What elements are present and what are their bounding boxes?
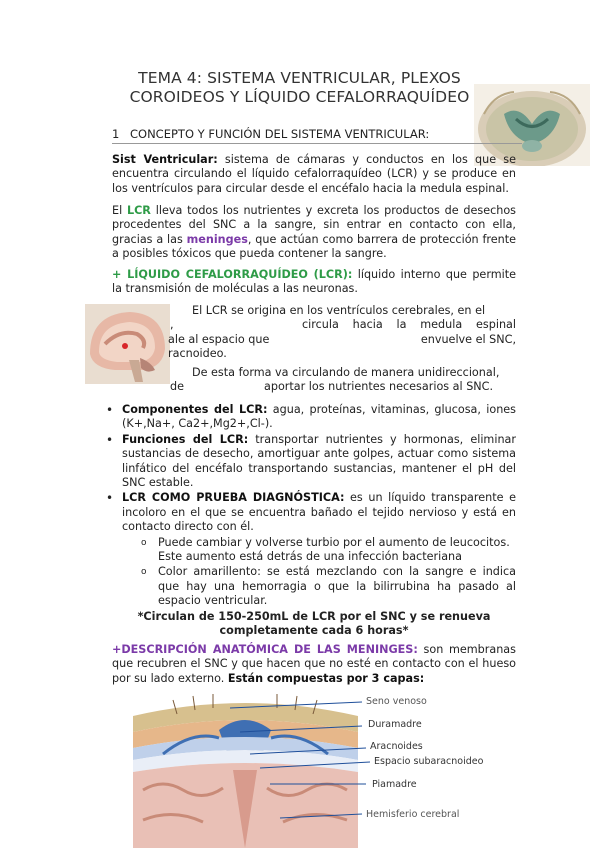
term-sist-ventricular: Sist Ventricular: — [112, 153, 218, 166]
heading-meninges: +DESCRIPCIÓN ANATÓMICA DE LAS MENINGES: — [112, 643, 418, 656]
bullet-2-text: transportar nutrientes y hormonas, eliminar sustancias de desecho, amortiguar ante golpes, actuar como sistema linfático del encéfalo transportando sustancias, mantener el pH del SNC estable. — [122, 432, 516, 490]
p6-text: son membranas que recubren el SNC y que hacen que no esté en contacto con el hueso por su lado externo. — [112, 643, 516, 685]
paragraph-circulation — [112, 366, 516, 395]
p4-line-3a: ale al espacio que — [168, 332, 270, 346]
section-title: CONCEPTO Y FUNCIÓN DEL SISTEMA VENTRICULAR: — [130, 127, 430, 141]
p5-line-1: De esta forma va circulando de manera unidireccional, — [192, 366, 500, 379]
sub-list-item — [158, 565, 516, 608]
term-lcr: LCR — [126, 204, 151, 217]
list-item — [122, 433, 516, 491]
p4-line-4: racnoideo. — [168, 347, 227, 361]
p4-line-1: El LCR se origina en los ventrículos cerebrales, en el — [192, 304, 486, 317]
section-heading — [112, 127, 522, 144]
label-seno-venoso: Seno venoso — [366, 696, 427, 707]
paragraph-meninges — [112, 643, 516, 686]
bullet-1-text: agua, proteínas, vitaminas, glucosa, iones (K+,Na+, Ca2+,Mg2+,Cl-). — [122, 403, 516, 431]
p4-line-3b: envuelve el SNC, — [420, 332, 516, 346]
sub-bullet-1-text: Puede cambiar y volverse turbio por el aumento de leucocitos. Este aumento está detrás de una infección bacteriana — [158, 535, 510, 564]
heading-lcr: + LÍQUIDO CEFALORRAQUÍDEO (LCR): — [112, 268, 353, 281]
term-meninges: meninges — [186, 232, 248, 246]
renewal-note — [112, 610, 516, 639]
label-duramadre: Duramadre — [368, 719, 422, 730]
p4-line-2b: circula hacia la medula espinal — [302, 318, 516, 332]
p2-text-1: El — [112, 204, 127, 217]
p2-text-3: , que actúan como barrera de protección frente a posibles tóxicos que pueda contener la sangre. — [112, 232, 516, 261]
label-hemisferio-cerebral: Hemisferio cerebral — [366, 809, 460, 820]
p4-line-2a: , — [170, 318, 174, 332]
p1-text: sistema de cámaras y conductos en los que se encuentra circulando el líquido cefalorraquídeo (LCR) y se produce en los ventrículos para circular desde el encéfalo hacia la medula espinal. — [112, 153, 516, 195]
bullet-2-title: Funciones del LCR: — [122, 432, 249, 446]
title-line-1: TEMA 4: SISTEMA VENTRICULAR, PLEXOS — [138, 69, 461, 87]
p6-bold: Están compuestas por 3 capas: — [227, 671, 425, 685]
bullet-3-text: es un líquido transparente e incoloro en el que se encuentra bañado el tejido nervioso y está en contacto directo con él. — [122, 491, 516, 534]
paragraph-lcr-definition — [112, 268, 516, 297]
paragraph-lcr-origin — [112, 304, 516, 362]
section-number: 1 — [112, 127, 120, 141]
paragraph-lcr — [112, 204, 516, 262]
p5-line-2a: de — [170, 380, 184, 394]
p3-text: líquido interno que permite la transmisión de moléculas a las neuronas. — [112, 268, 516, 296]
sub-list-item — [158, 536, 516, 565]
label-piamadre: Piamadre — [372, 779, 417, 790]
label-espacio-subaracnoideo: Espacio subaracnoideo — [374, 756, 484, 767]
bullet-list — [122, 403, 516, 610]
note-line-2: completamente cada 6 horas* — [219, 624, 409, 638]
list-item — [122, 491, 516, 608]
figure-leader-lines — [230, 698, 370, 828]
bullet-3-title: LCR COMO PRUEBA DIAGNÓSTICA: — [122, 491, 345, 505]
label-aracnoides: Aracnoides — [370, 741, 423, 752]
sub-bullet-2-text: Color amarillento: se está mezclando con la sangre e indica que hay una hemorragia o que la bilirrubina ha pasado al espacio ventricular. — [158, 565, 516, 608]
paragraph-sistema-ventricular — [112, 153, 516, 196]
note-line-1: *Circulan de 150-250mL de LCR por el SNC y se renueva — [137, 610, 491, 623]
list-item — [122, 403, 516, 432]
bullet-1-title: Componentes del LCR: — [122, 403, 268, 416]
title-line-2: COROIDEOS Y LÍQUIDO CEFALORRAQUÍDEO — [129, 88, 470, 106]
p2-text-2: lleva todos los nutrientes y excreta los productos de desechos procedentes del SNC a la sangre, sin entrar en contacto con ella, gracias a las — [112, 204, 516, 246]
p5-line-2b: aportar los nutrientes necesarios al SNC. — [264, 380, 494, 394]
